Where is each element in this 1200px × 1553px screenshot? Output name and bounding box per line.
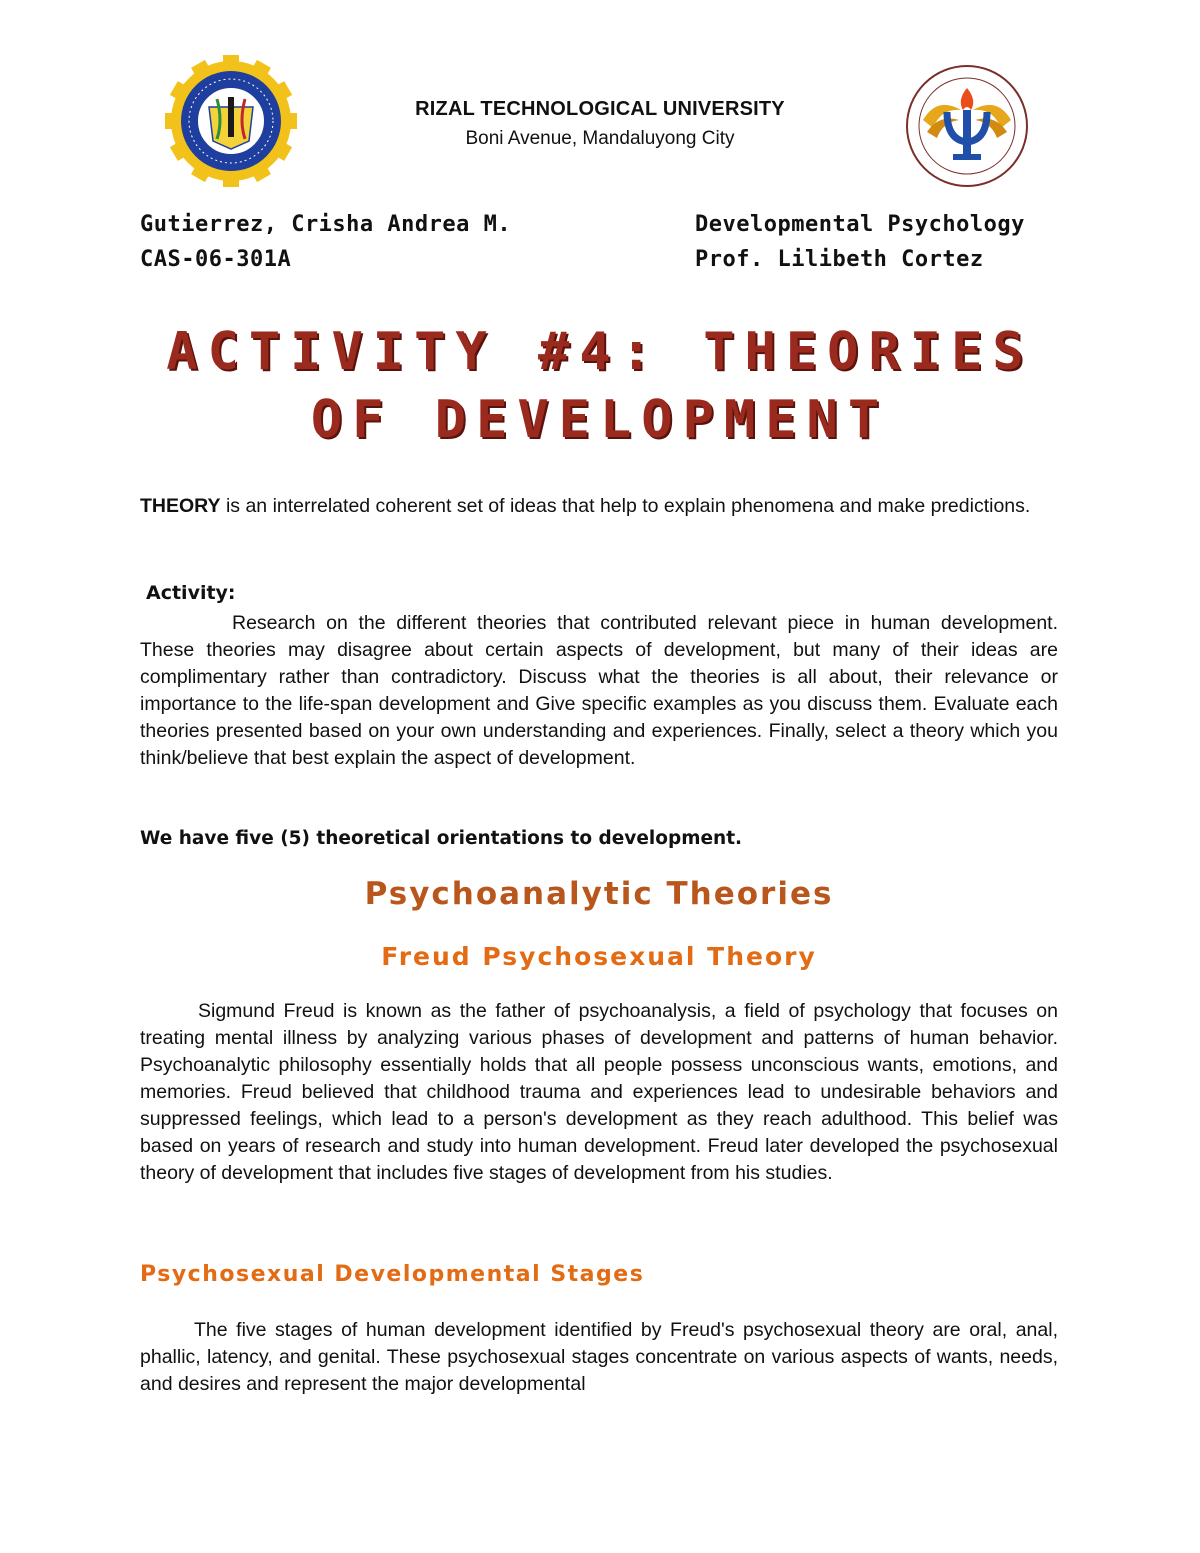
theory-term: THEORY [140, 495, 221, 517]
psychology-department-logo [903, 62, 1031, 190]
university-seal-logo [165, 55, 297, 187]
stages-heading: Psychosexual Developmental Stages [140, 1262, 645, 1287]
student-name: Gutierrez, Crisha Andrea M. [140, 212, 512, 237]
university-address: Boni Avenue, Mandaluyong City [465, 128, 735, 149]
student-section: CAS-06-301A [140, 247, 292, 272]
section-heading: Psychoanalytic Theories [364, 876, 834, 912]
activity-instructions: Research on the different theories that contributed relevant piece in human development. These theories may disagree about certain aspects of development, but many of their ideas are complimentary rather than contradictory. Discuss what the theories is all about, their relevance or importance to the life-span development and Give specific examples as you discuss them. Evaluate each theories presented based on your own understanding and experiences. Finally, select a theory which you think/believe that best explain the aspect of development. [140, 612, 1058, 769]
activity-title-line-2: OF DEVELOPMENT [310, 390, 890, 450]
course-name: Developmental Psychology [695, 212, 1025, 237]
activity-title-line-1: ACTIVITY #4: THEORIES [166, 322, 1034, 382]
theory-definition-text: is an interrelated coherent set of ideas that help to explain phenomena and make predictions. [220, 495, 1031, 517]
activity-label: Activity: [146, 582, 236, 604]
theory-definition [140, 493, 1058, 520]
professor-name: Prof. Lilibeth Cortez [695, 247, 984, 272]
stages-paragraph: The five stages of human development identified by Freud's psychosexual theory are oral, anal, phallic, latency, and genital. These psychosexual stages concentrate on various aspects of wants, needs, and desires and represent the major developmental [140, 1319, 1058, 1395]
section-subheading: Freud Psychosexual Theory [381, 942, 817, 971]
orientations-note: We have five (5) theoretical orientations to development. [140, 828, 743, 849]
university-name: RIZAL TECHNOLOGICAL UNIVERSITY [415, 98, 785, 120]
freud-paragraph: Sigmund Freud is known as the father of psychoanalysis, a field of psychology that focuses on treating mental illness by analyzing various phases of development and patterns of human behavior. Psychoanalytic philosophy essentially holds that all people possess unconscious wants, emotions, and memories. Freud believed that childhood trauma and experiences lead to undesirable behaviors and suppressed feelings, which lead to a person's development as they reach adulthood. This belief was based on years of research and study into human development. Freud later developed the psychosexual theory of development that includes five stages of development from his studies. [140, 1000, 1058, 1184]
